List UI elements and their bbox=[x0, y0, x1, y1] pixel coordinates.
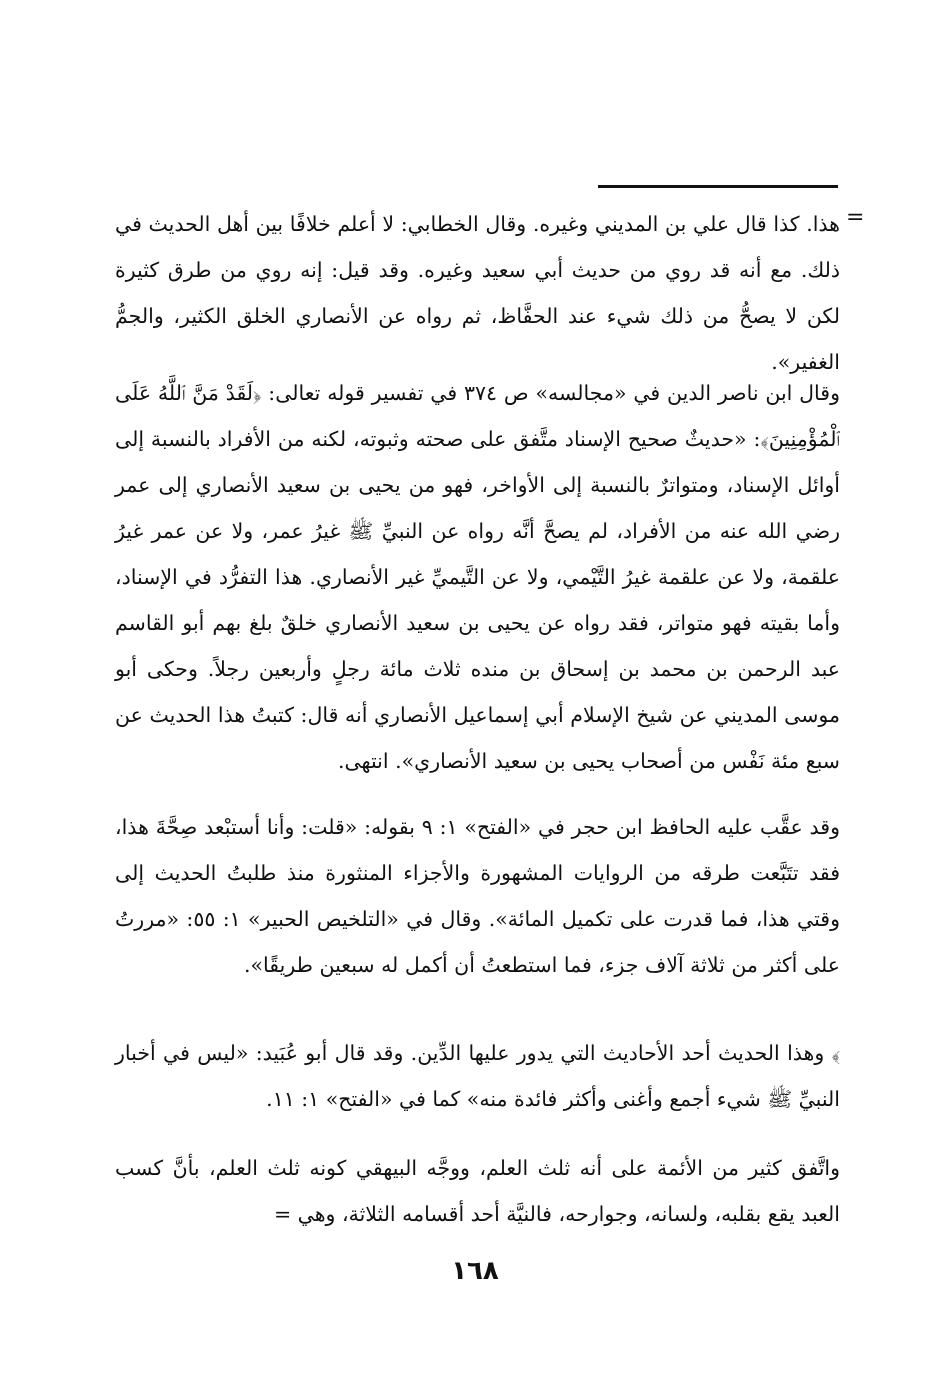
paragraph-text: وقال ابن ناصر الدين في «مجالسه» ص ٣٧٤ في تفسير قوله تعالى: ﴿لَقَدْ مَنَّ ٱللَّهُ عَلَى ٱلْمُؤْمِنِينَ﴾: «حديثٌ صحيح الإسناد متَّفق على صحته وثبوته، لكنه من الأفراد بالنسبة إلى أوائل الإسناد، ومتواترٌ بالنسبة إلى الأواخر، فهو من يحيى بن سعيد الأنصاري إلى عمر رضي الله عنه من الأفراد، لم يصحَّ أنَّه رواه عن النبيِّ ﷺ غيرُ عمر، ولا عن عمر غيرُ علقمة، ولا عن علقمة غيرُ التَّيْمي، ولا عن التَّيميِّ غير الأنصاري. هذا التفرُّد في الإسناد، وأما بقيته فهو متواتر، فقد رواه عن يحيى بن سعيد الأنصاري خلقٌ بلغ بهم أبو القاسم عبد الرحمن بن محمد بن إسحاق بن منده ثلاث مائة رجلٍ وأربعين رجلاً. وحكى أبو موسى المديني عن شيخ الإسلام أبي إسماعيل الأنصاري أنه قال: كتبتُ هذا الحديث عن سبع مئة نَفْس من أصحاب يحيى بن سعيد الأنصاري». انتهى. bbox=[115, 381, 840, 773]
footnote-paragraph-1 bbox=[115, 201, 840, 385]
paragraph-text: وقد عقَّب عليه الحافظ ابن حجر في «الفتح» ١: ٩ بقوله: «قلت: وأنا أستبْعد صِحَّةَ هذا، فقد تتَبَّعت طرقه من الروايات المشهورة والأجزاء المنثورة منذ طلبتُ الحديث إلى وقتي هذا، فما قدرت على تكميل المائة». وقال في «التلخيص الحبير» ١: ٥٥: «مررتُ على أكثر من ثلاثة آلاف جزء، فما استطعتُ أن أكمل له سبعين طريقًا». bbox=[115, 815, 840, 977]
footnote-paragraph-4 bbox=[115, 1030, 840, 1122]
footnote-paragraph-2 bbox=[115, 370, 840, 784]
footnote-paragraph-3 bbox=[115, 804, 840, 988]
paragraph-text: ﴾ وهذا الحديث أحد الأحاديث التي يدور عليها الدِّين. وقد قال أبو عُبَيد: «ليس في أخبار النبيِّ ﷺ شيء أجمع وأغنى وأكثر فائدة منه» كما في «الفتح» ١: ١١. bbox=[115, 1041, 840, 1111]
footnote-separator-line bbox=[598, 185, 838, 188]
paragraph-text: واتَّفق كثير من الأئمة على أنه ثلث العلم، ووجَّه البيهقي كونه ثلث العلم، بأنَّ كسب العبد يقع بقلبه، ولسانه، وجوارحه، فالنيَّة أحد أقسامه الثلاثة، وهي = bbox=[115, 1156, 840, 1226]
footnote-paragraph-5 bbox=[115, 1145, 840, 1237]
continuation-mark: = bbox=[846, 205, 865, 230]
paragraph-text: هذا. كذا قال علي بن المديني وغيره. وقال الخطابي: لا أعلم خلافًا بين أهل الحديث في ذلك. مع أنه قد روي من حديث أبي سعيد وغيره. وقد قيل: إنه روي من طرق كثيرة لكن لا يصحُّ من ذلك شيء عند الحفَّاظ، ثم رواه عن الأنصاري الخلق الكثير، والجمُّ الغفير». bbox=[115, 212, 840, 374]
page-number: ١٦٨ bbox=[451, 1256, 499, 1286]
